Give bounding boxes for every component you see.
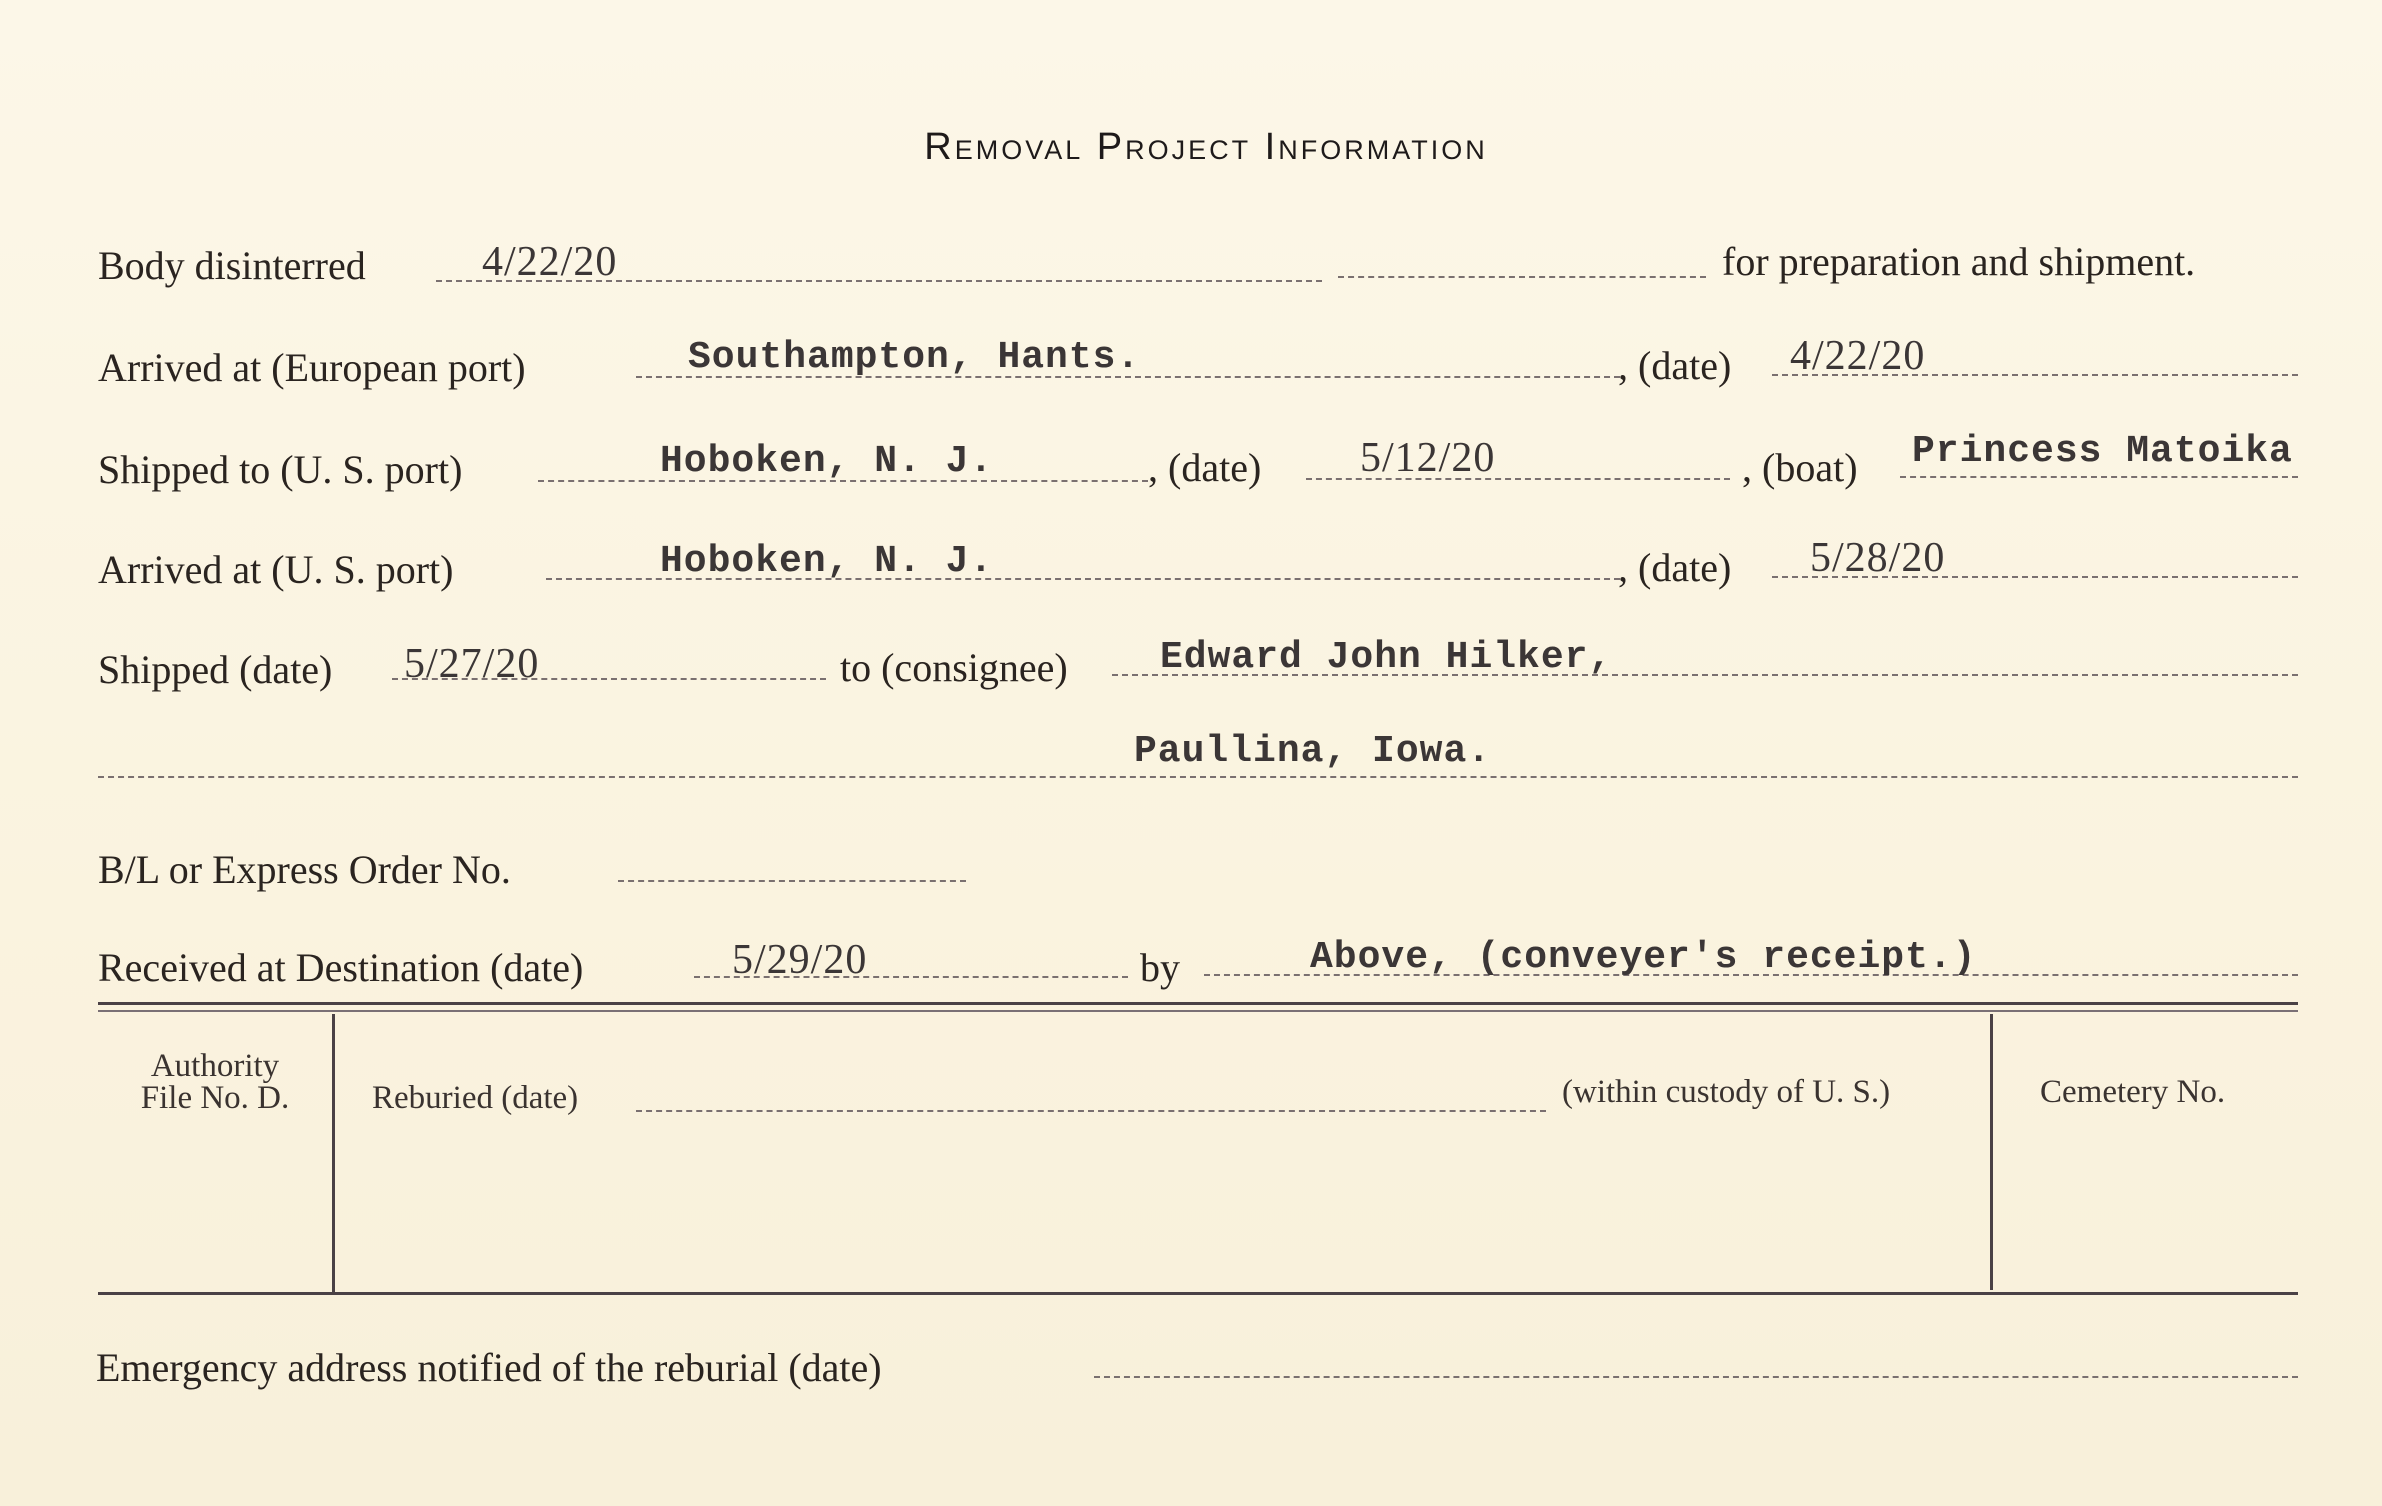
eu-port-date-label: , (date)	[1618, 343, 1732, 388]
authority-block	[98, 1050, 332, 1114]
received-label: Received at Destination (date)	[98, 945, 584, 990]
emergency-line	[1094, 1376, 2298, 1378]
authority-line-2: File No. D.	[140, 1080, 290, 1116]
arrived-us-date: 5/28/20	[1810, 535, 1946, 581]
received-by-label: by	[1140, 945, 1180, 990]
box-bottom-rule	[98, 1292, 2298, 1295]
reburied-label: Reburied (date)	[372, 1080, 579, 1116]
card-title	[0, 126, 2382, 169]
box-divider-right	[1990, 1014, 1993, 1290]
received-by-value: Above, (conveyer's receipt.)	[1310, 936, 1977, 979]
authority-line-1: Authority	[150, 1048, 280, 1084]
eu-port-label: Arrived at (European port)	[98, 345, 526, 390]
disinterred-date: 4/22/20	[482, 239, 618, 285]
disinterred-label: Body disinterred	[98, 243, 366, 288]
cemetery-label: Cemetery No.	[2040, 1074, 2226, 1110]
arrived-us-port: Hoboken, N. J.	[660, 540, 994, 583]
consignee-address: Paullina, Iowa.	[1134, 730, 1492, 773]
bl-label: B/L or Express Order No.	[98, 847, 511, 892]
eu-port-value: Southampton, Hants.	[688, 336, 1141, 379]
shipped-us-date-label: , (date)	[1148, 445, 1262, 490]
disinterred-line-2	[1338, 276, 1706, 278]
reburied-line	[636, 1110, 1546, 1112]
shipped-us-date: 5/12/20	[1360, 435, 1496, 481]
consignee-line-2	[98, 776, 2298, 778]
consignee-label: to (consignee)	[840, 645, 1068, 690]
card-title-text: Removal Project Information	[924, 126, 1488, 168]
bl-line	[618, 880, 966, 882]
boat-label: , (boat)	[1742, 445, 1858, 490]
arrived-us-label: Arrived at (U. S. port)	[98, 547, 454, 592]
emergency-label: Emergency address notified of the reburial (date)	[96, 1345, 882, 1390]
boat-value: Princess Matoika	[1912, 430, 2293, 473]
boat-line	[1900, 476, 2298, 478]
shipped-us-port: Hoboken, N. J.	[660, 440, 994, 483]
shipped-us-label: Shipped to (U. S. port)	[98, 447, 463, 492]
shipped-date: 5/27/20	[404, 641, 540, 687]
shipped-label: Shipped (date)	[98, 647, 333, 692]
received-date: 5/29/20	[732, 937, 868, 983]
consignee-value: Edward John Hilker,	[1160, 636, 1613, 679]
arrived-us-date-label: , (date)	[1618, 545, 1732, 590]
custody-label: (within custody of U. S.)	[1562, 1074, 1891, 1110]
disinterred-suffix: for preparation and shipment.	[1722, 239, 2196, 284]
box-divider-left	[332, 1014, 335, 1294]
double-rule-top	[98, 1002, 2298, 1005]
double-rule-bottom	[98, 1010, 2298, 1012]
eu-port-date: 4/22/20	[1790, 333, 1926, 379]
